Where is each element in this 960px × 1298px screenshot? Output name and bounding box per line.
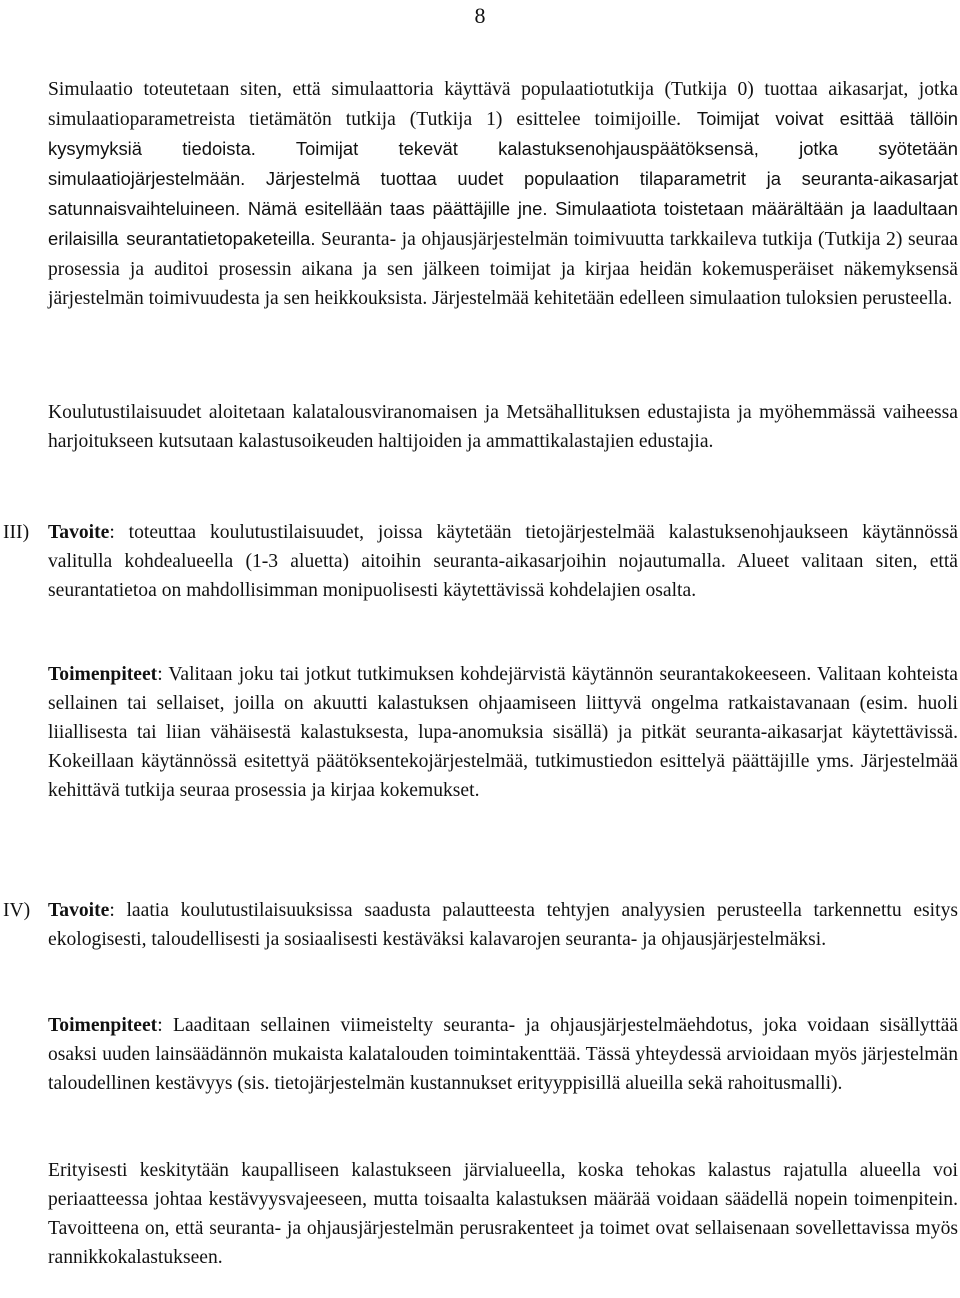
section-iv-measures-text: : Laaditaan sellainen viimeistelty seuranta- ja ohjausjärjestelmäehdotus, joka voidaan sisällyttää osaksi uuden lainsäädännön mukaista kalatalouden toimintakenttää. Tässä yhteydessä arvioidaan myös järjestelmän taloudellinen kestävyys (sis. tietojärjestelmän kustannukset erityyppisillä alueilla sekä rahoitusmalli).	[48, 1015, 958, 1095]
paragraph-simulation-procedure	[48, 75, 958, 313]
section-iv-goal	[48, 896, 958, 954]
paragraph-simulation-procedure-start: Simulaatio toteutetaan siten, että simulaattoria käyttävä populaatiotutkija (Tutkija 0) tuottaa aikasarjat, jotka simulaatioparametreista tietämätön tutkija (Tutkija 1) esittelee toimijoille.	[48, 79, 958, 131]
section-iv-measures-heading: Toimenpiteet	[48, 1015, 158, 1036]
section-iv-focus-paragraph: Erityisesti keskitytään kaupalliseen kalastukseen järvialueella, koska tehokas kalastus rajatulla alueella voi periaatteessa johtaa kestävyysvajeeseen, mutta toisaalta kalastuksen määrää voidaan säädellä nopein toimenpitein. Tavoitteena on, että seuranta- ja ohjausjärjestelmän perusrakenteet ja toimet ovat sellaisenaan sovellettavissa myös rannikkokalastukseen.	[48, 1160, 958, 1269]
section-label-iii: III)	[3, 522, 30, 543]
section-iii-goal	[48, 518, 958, 605]
page-number: 8	[474, 3, 486, 28]
section-label-iv: IV)	[3, 900, 31, 921]
paragraph-simulation-procedure-middle: Toimijat voivat esittää tällöin kysymyksiä tiedoista. Toimijat tekevät kalastuksenohjauspäätöksensä, jotka syötetään simulaatiojärjestelmään. Järjestelmä tuottaa uudet populaation tilaparametrit ja seuranta-aikasarjat satunnaisvaihteluineen. Nämä esitellään taas päättäjille jne. Simulaatiota toistetaan määrältään ja laadultaan erilaisilla seurantatietopaketeilla.	[48, 108, 958, 250]
section-iii-measures-heading: Toimenpiteet	[48, 664, 158, 685]
section-iii-measures	[48, 660, 958, 805]
paragraph-training-sessions: Koulutustilaisuudet aloitetaan kalatalousviranomaisen ja Metsähallituksen edustajista ja myöhemmässä vaiheessa harjoitukseen kutsutaan kalastusoikeuden haltijoiden ja ammattikalastajien edustajia.	[48, 402, 958, 453]
section-iii-goal-text: : toteuttaa koulutustilaisuudet, joissa käytetään tietojärjestelmää kalastuksenohjaukseen käytännössä valitulla kohdealueella (1-3 aluetta) aitoihin seuranta-aikasarjoihin nojautumalla. Alueet valitaan siten, että seurantatietoa on mahdollisimman monipuolisesti käytettävissä kohdelajien osalta.	[48, 522, 958, 602]
section-iii-measures-text: : Valitaan joku tai jotkut tutkimuksen kohdejärvistä käytännön seurantakokeeseen. Valitaan kohteista sellainen tai sellaiset, joilla on akuutti kalastuksen ohjaamiseen liittyvä ongelma ratkaistavanaan (esim. huoli liiallisesta tai liian vähäisestä kalastuksesta, lupa-anomuksia sisällä) ja pitkät seuranta-aikasarjat käytettävissä. Kokeillaan käytännössä esitettyä päätöksentekojärjestelmää, tutkimustiedon esittelyä päättäjille yms. Järjestelmää kehittävä tutkija seuraa prosessia ja kirjaa kokemukset.	[48, 664, 958, 802]
section-iv-goal-heading: Tavoite	[48, 900, 110, 921]
section-iv-goal-text: : laatia koulutustilaisuuksissa saadusta palautteesta tehtyjen analyysien perusteella tarkennettu esitys ekologisesti, taloudellisesti ja sosiaalisesti kestäväksi kalavarojen seuranta- ja ohjausjärjestelmäksi.	[48, 900, 958, 951]
section-iv-measures	[48, 1011, 958, 1098]
section-iii-goal-heading: Tavoite	[48, 522, 110, 543]
paragraph-simulation-procedure-end: Seuranta- ja ohjausjärjestelmän toimivuutta tarkkaileva tutkija (Tutkija 2) seuraa prosessia ja auditoi prosessin aikana ja sen jälkeen toimijat ja kirjaa heidän kokemusperäiset näkemyksensä järjestelmän toimivuudesta ja sen heikkouksista. Järjestelmää kehitetään edelleen simulaation tuloksien perusteella.	[48, 229, 958, 309]
